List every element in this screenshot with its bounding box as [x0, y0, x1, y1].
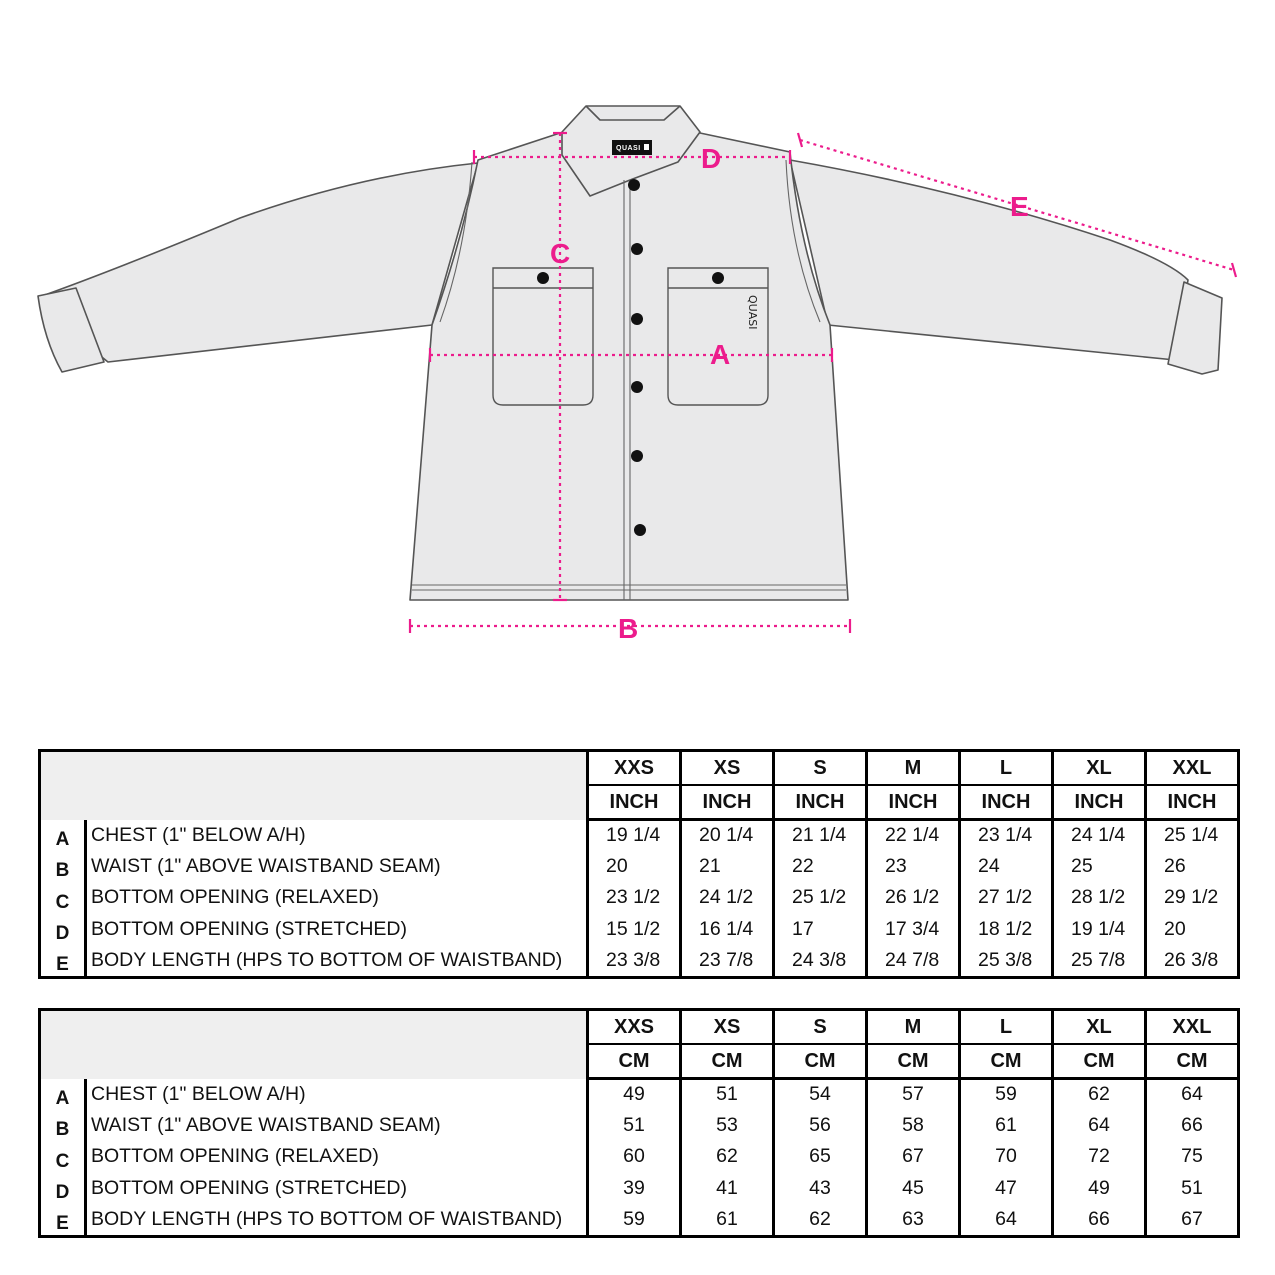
measure-label-b: B [618, 613, 639, 644]
measure-label-a: A [710, 339, 731, 370]
unit-header: CM [588, 1044, 681, 1079]
row-value: 26 [1146, 851, 1239, 882]
row-value: 21 [681, 851, 774, 882]
row-value: 21 1/4 [774, 820, 867, 851]
button-icon [631, 450, 643, 462]
row-value: 25 [1053, 851, 1146, 882]
size-header: XL [1053, 751, 1146, 786]
row-value: 23 7/8 [681, 945, 774, 978]
row-value: 24 1/4 [1053, 820, 1146, 851]
row-value: 25 1/4 [1146, 820, 1239, 851]
table-header-blank [40, 1010, 588, 1079]
row-value: 24 3/8 [774, 945, 867, 978]
row-description: WAIST (1" ABOVE WAISTBAND SEAM) [86, 1110, 588, 1141]
row-value: 64 [960, 1204, 1053, 1237]
size-header: S [774, 1010, 867, 1045]
unit-header: INCH [774, 785, 867, 820]
unit-header: INCH [681, 785, 774, 820]
row-key: C [40, 1141, 86, 1172]
row-key: C [40, 882, 86, 913]
button-icon [631, 381, 643, 393]
row-value: 51 [588, 1110, 681, 1141]
measure-label-c: C [550, 238, 571, 269]
row-key: B [40, 1110, 86, 1141]
row-value: 24 [960, 851, 1053, 882]
row-value: 18 1/2 [960, 914, 1053, 945]
row-key: A [40, 820, 86, 851]
row-description: BODY LENGTH (HPS TO BOTTOM OF WAISTBAND) [86, 945, 588, 978]
brand-tag-label: QUASI [616, 145, 641, 152]
row-value: 20 [588, 851, 681, 882]
row-key: A [40, 1079, 86, 1110]
row-value: 66 [1053, 1204, 1146, 1237]
row-value: 66 [1146, 1110, 1239, 1141]
size-header: XXL [1146, 1010, 1239, 1045]
row-key: B [40, 851, 86, 882]
size-header: L [960, 751, 1053, 786]
button-icon [631, 313, 643, 325]
row-value: 20 1/4 [681, 820, 774, 851]
row-value: 23 [867, 851, 960, 882]
unit-header: CM [867, 1044, 960, 1079]
row-value: 24 1/2 [681, 882, 774, 913]
row-key: D [40, 1173, 86, 1204]
unit-header: CM [960, 1044, 1053, 1079]
row-value: 63 [867, 1204, 960, 1237]
table-row [40, 820, 1239, 851]
row-description: CHEST (1" BELOW A/H) [86, 820, 588, 851]
row-value: 47 [960, 1173, 1053, 1204]
row-value: 49 [1053, 1173, 1146, 1204]
row-value: 56 [774, 1110, 867, 1141]
size-header: XXS [588, 751, 681, 786]
row-value: 60 [588, 1141, 681, 1172]
row-value: 61 [960, 1110, 1053, 1141]
size-header: XS [681, 751, 774, 786]
row-key: E [40, 945, 86, 978]
row-value: 67 [1146, 1204, 1239, 1237]
row-value: 28 1/2 [1053, 882, 1146, 913]
unit-header: INCH [867, 785, 960, 820]
row-value: 67 [867, 1141, 960, 1172]
row-value: 23 1/4 [960, 820, 1053, 851]
chest-script-logo: QUASI [746, 295, 759, 330]
unit-header: INCH [1053, 785, 1146, 820]
size-header: L [960, 1010, 1053, 1045]
row-value: 51 [681, 1079, 774, 1110]
row-value: 54 [774, 1079, 867, 1110]
button-icon [628, 179, 640, 191]
row-value: 72 [1053, 1141, 1146, 1172]
table-row [40, 1173, 1239, 1204]
row-value: 45 [867, 1173, 960, 1204]
row-value: 25 3/8 [960, 945, 1053, 978]
button-icon [634, 524, 646, 536]
button-icon [537, 272, 549, 284]
row-value: 20 [1146, 914, 1239, 945]
size-header: XL [1053, 1010, 1146, 1045]
row-description: BOTTOM OPENING (STRETCHED) [86, 914, 588, 945]
row-key: D [40, 914, 86, 945]
row-value: 25 7/8 [1053, 945, 1146, 978]
row-value: 27 1/2 [960, 882, 1053, 913]
unit-header: INCH [588, 785, 681, 820]
row-value: 39 [588, 1173, 681, 1204]
size-table-cm [38, 1008, 1240, 1238]
unit-header: CM [774, 1044, 867, 1079]
table-row [40, 1110, 1239, 1141]
unit-header: INCH [1146, 785, 1239, 820]
row-value: 49 [588, 1079, 681, 1110]
row-value: 22 [774, 851, 867, 882]
table-row [40, 882, 1239, 913]
table-row [40, 945, 1239, 978]
unit-header: CM [1146, 1044, 1239, 1079]
row-value: 62 [681, 1141, 774, 1172]
row-description: BOTTOM OPENING (RELAXED) [86, 1141, 588, 1172]
row-description: BODY LENGTH (HPS TO BOTTOM OF WAISTBAND) [86, 1204, 588, 1237]
size-header: XS [681, 1010, 774, 1045]
row-description: BOTTOM OPENING (STRETCHED) [86, 1173, 588, 1204]
size-header: S [774, 751, 867, 786]
row-value: 62 [1053, 1079, 1146, 1110]
unit-header: CM [681, 1044, 774, 1079]
table-row [40, 914, 1239, 945]
row-value: 16 1/4 [681, 914, 774, 945]
row-value: 29 1/2 [1146, 882, 1239, 913]
size-header: M [867, 1010, 960, 1045]
row-value: 57 [867, 1079, 960, 1110]
table-row [40, 1204, 1239, 1237]
row-value: 59 [960, 1079, 1053, 1110]
row-value: 59 [588, 1204, 681, 1237]
row-value: 17 [774, 914, 867, 945]
left-sleeve [42, 163, 478, 362]
shirt-body [410, 133, 848, 600]
row-value: 23 1/2 [588, 882, 681, 913]
button-icon [631, 243, 643, 255]
row-value: 17 3/4 [867, 914, 960, 945]
row-value: 19 1/4 [1053, 914, 1146, 945]
row-description: WAIST (1" ABOVE WAISTBAND SEAM) [86, 851, 588, 882]
row-value: 65 [774, 1141, 867, 1172]
button-icon [712, 272, 724, 284]
table-header-blank [40, 751, 588, 820]
unit-header: CM [1053, 1044, 1146, 1079]
size-header: M [867, 751, 960, 786]
row-value: 53 [681, 1110, 774, 1141]
table-row [40, 1079, 1239, 1110]
row-value: 64 [1146, 1079, 1239, 1110]
row-value: 25 1/2 [774, 882, 867, 913]
size-header: XXS [588, 1010, 681, 1045]
row-value: 61 [681, 1204, 774, 1237]
row-value: 15 1/2 [588, 914, 681, 945]
row-value: 58 [867, 1110, 960, 1141]
row-value: 19 1/4 [588, 820, 681, 851]
row-value: 22 1/4 [867, 820, 960, 851]
row-value: 26 1/2 [867, 882, 960, 913]
row-value: 24 7/8 [867, 945, 960, 978]
size-table-inch [38, 749, 1240, 979]
row-value: 43 [774, 1173, 867, 1204]
brand-tag-square-icon [644, 144, 649, 150]
row-value: 26 3/8 [1146, 945, 1239, 978]
table-row [40, 851, 1239, 882]
row-value: 23 3/8 [588, 945, 681, 978]
row-value: 70 [960, 1141, 1053, 1172]
row-description: CHEST (1" BELOW A/H) [86, 1079, 588, 1110]
row-value: 75 [1146, 1141, 1239, 1172]
unit-header: INCH [960, 785, 1053, 820]
row-value: 64 [1053, 1110, 1146, 1141]
size-header: XXL [1146, 751, 1239, 786]
row-value: 41 [681, 1173, 774, 1204]
row-value: 62 [774, 1204, 867, 1237]
table-row [40, 1141, 1239, 1172]
measure-label-d: D [701, 143, 722, 174]
row-value: 51 [1146, 1173, 1239, 1204]
measure-label-e: E [1010, 191, 1029, 222]
right-sleeve [790, 160, 1188, 360]
row-description: BOTTOM OPENING (RELAXED) [86, 882, 588, 913]
row-key: E [40, 1204, 86, 1237]
